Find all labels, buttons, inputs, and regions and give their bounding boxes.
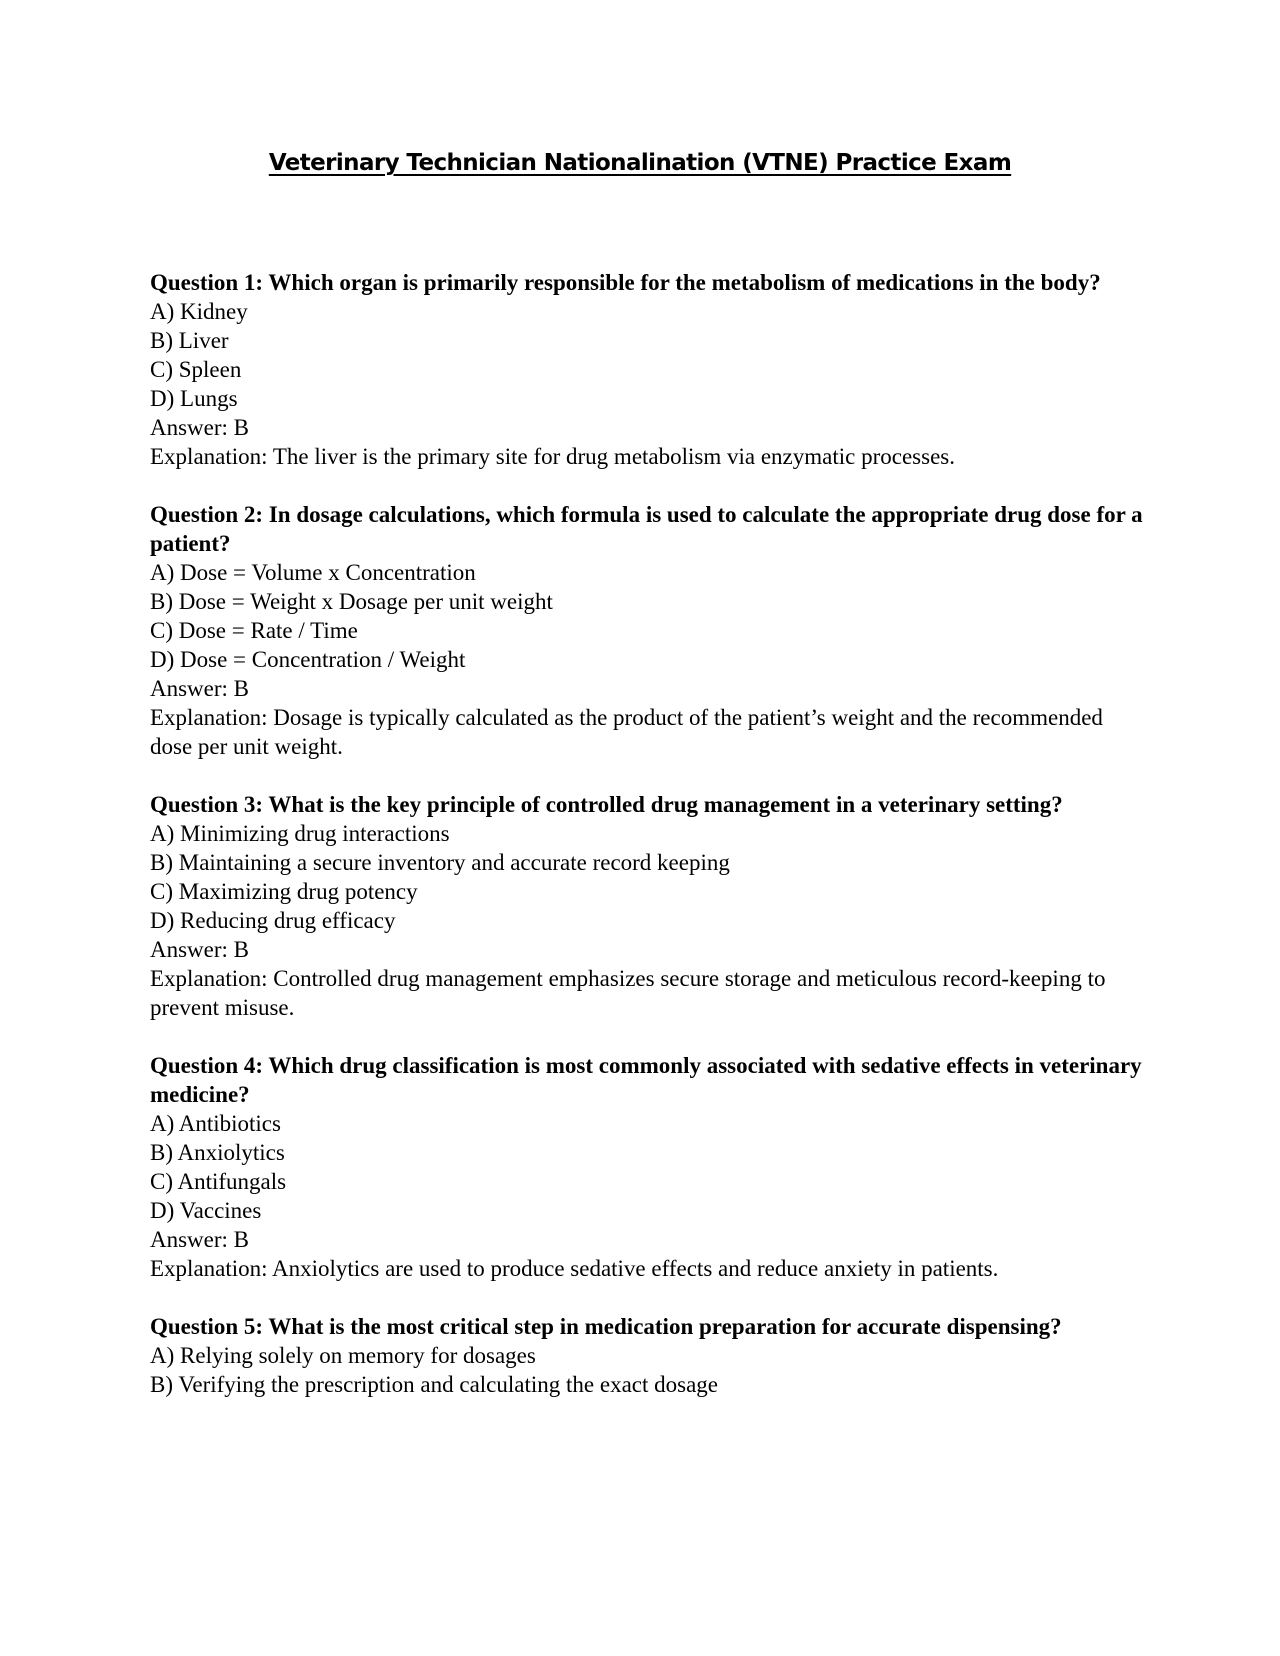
- option-a: A) Dose = Volume x Concentration: [150, 560, 476, 585]
- question-text: Question 5: What is the most critical step in medication preparation for accurate dispensing?: [150, 1314, 1062, 1339]
- option-d: D) Dose = Concentration / Weight: [150, 647, 466, 672]
- document-title: [0, 150, 1280, 176]
- question-text: Question 3: What is the key principle of controlled drug management in a veterinary setting?: [150, 792, 1063, 817]
- question-2: [150, 500, 1150, 761]
- answer: Answer: B: [150, 676, 250, 701]
- question-text: Question 4: Which drug classification is most commonly associated with sedative effects in veterinary medicine?: [150, 1053, 1142, 1107]
- option-a: A) Minimizing drug interactions: [150, 821, 450, 846]
- option-b: B) Dose = Weight x Dosage per unit weight: [150, 589, 553, 614]
- answer: Answer: B: [150, 415, 250, 440]
- option-c: C) Antifungals: [150, 1169, 287, 1194]
- option-c: C) Dose = Rate / Time: [150, 618, 358, 643]
- explanation: Explanation: Controlled drug management emphasizes secure storage and meticulous record-keeping to prevent misuse.: [150, 966, 1106, 1020]
- document-title-text: Veterinary Technician Nationalination (VTNE) Practice Exam: [268, 150, 1012, 176]
- question-1: [150, 268, 1150, 471]
- option-b: B) Anxiolytics: [150, 1140, 285, 1165]
- option-b: B) Maintaining a secure inventory and accurate record keeping: [150, 850, 730, 875]
- question-text: Question 2: In dosage calculations, which formula is used to calculate the appropriate drug dose for a patient?: [150, 502, 1143, 556]
- explanation: Explanation: Anxiolytics are used to produce sedative effects and reduce anxiety in patients.: [150, 1256, 999, 1281]
- option-d: D) Reducing drug efficacy: [150, 908, 396, 933]
- option-d: D) Vaccines: [150, 1198, 262, 1223]
- option-c: C) Spleen: [150, 357, 242, 382]
- explanation: Explanation: Dosage is typically calculated as the product of the patient’s weight and the recommended dose per unit weight.: [150, 705, 1103, 759]
- question-3: [150, 790, 1150, 1022]
- option-d: D) Lungs: [150, 386, 238, 411]
- explanation: Explanation: The liver is the primary site for drug metabolism via enzymatic processes.: [150, 444, 955, 469]
- option-b: B) Verifying the prescription and calculating the exact dosage: [150, 1372, 718, 1397]
- option-a: A) Antibiotics: [150, 1111, 281, 1136]
- option-c: C) Maximizing drug potency: [150, 879, 418, 904]
- option-b: B) Liver: [150, 328, 229, 353]
- question-5: [150, 1312, 1150, 1399]
- answer: Answer: B: [150, 937, 250, 962]
- option-a: A) Kidney: [150, 299, 248, 324]
- question-4: [150, 1051, 1150, 1283]
- answer: Answer: B: [150, 1227, 250, 1252]
- question-list: [150, 268, 1150, 1428]
- question-text: Question 1: Which organ is primarily responsible for the metabolism of medications in the body?: [150, 270, 1101, 295]
- option-a: A) Relying solely on memory for dosages: [150, 1343, 536, 1368]
